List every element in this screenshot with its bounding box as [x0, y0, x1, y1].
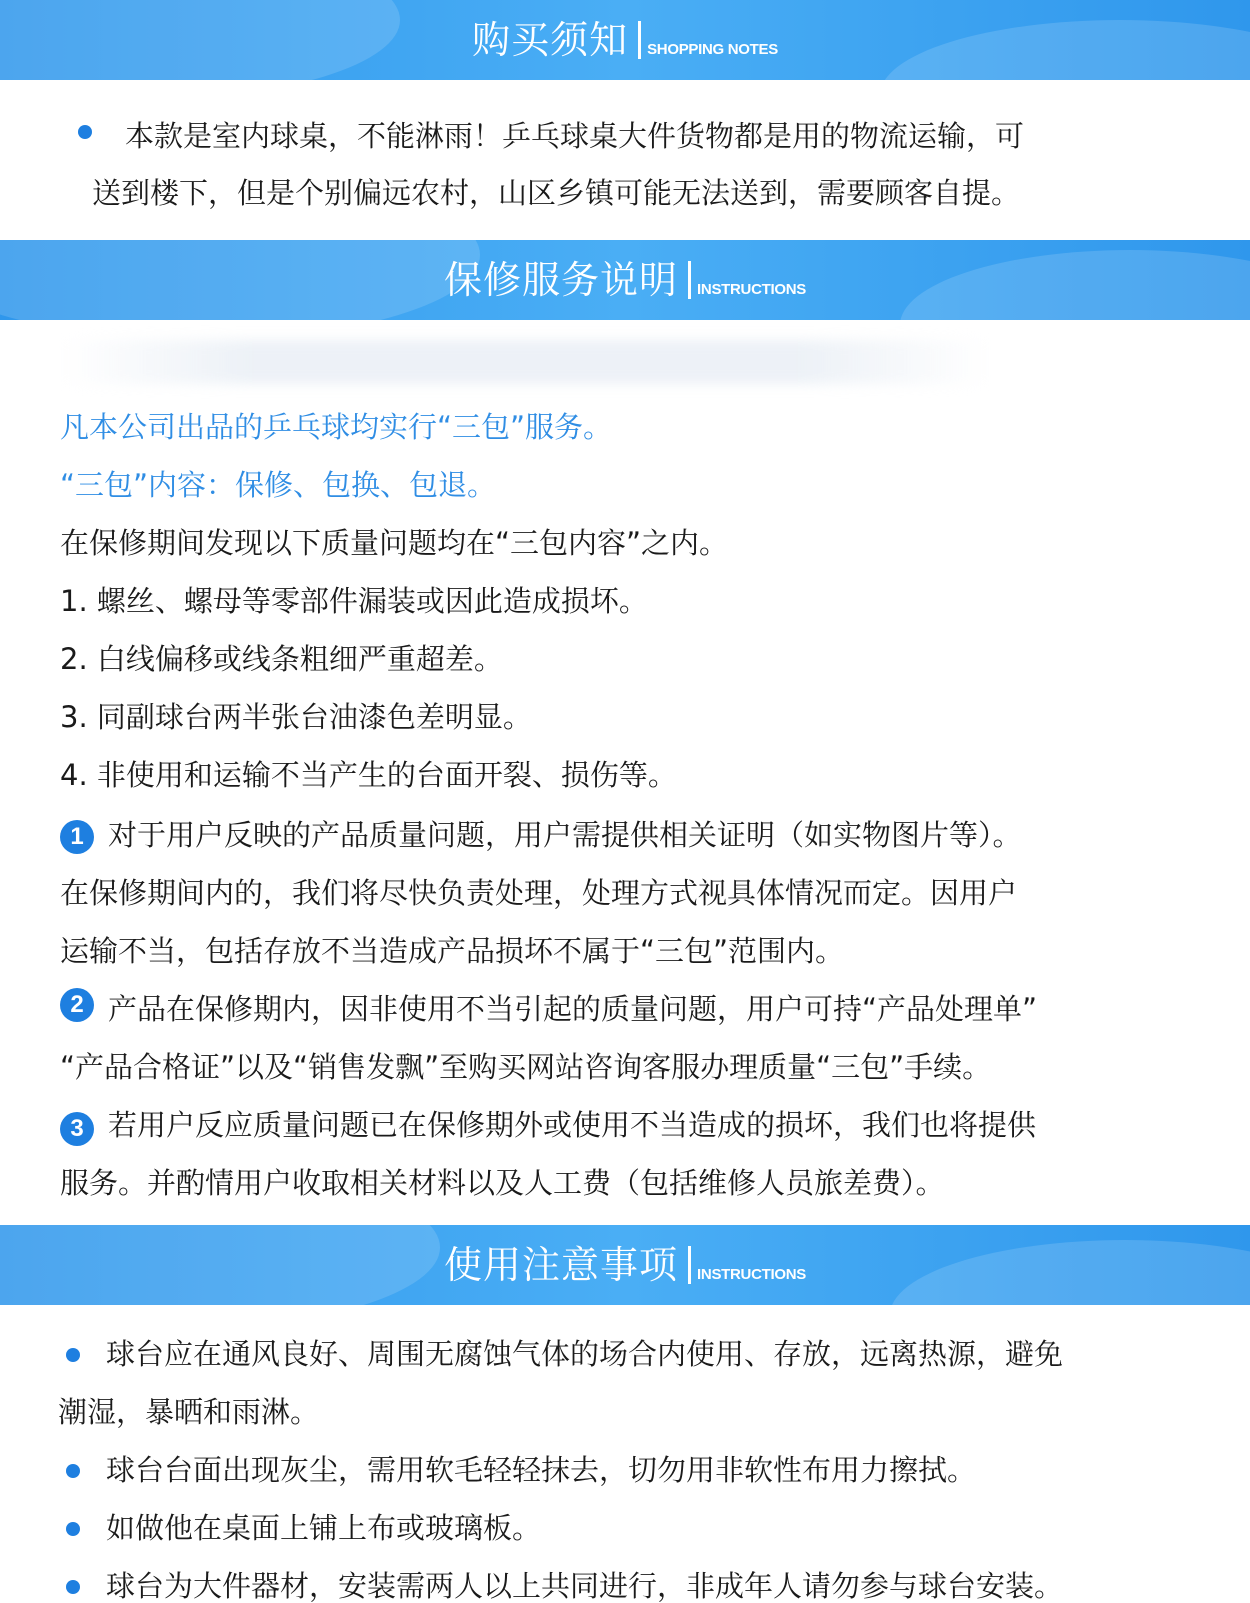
warranty-item: 1. 螺丝、螺母等零部件漏装或因此造成损坏。 — [60, 584, 648, 618]
warranty-note-line: 运输不当，包括存放不当造成产品损坏不属于“三包”范围内。 — [60, 934, 845, 968]
usage-bullet-line: 如做他在桌面上铺上布或玻璃板。 — [106, 1511, 542, 1545]
section-subtitle: INSTRUCTIONS — [697, 1266, 806, 1283]
warranty-contents: “三包”内容：保修、包换、包退。 — [60, 468, 497, 502]
warranty-scope: 在保修期间发现以下质量问题均在“三包内容”之内。 — [60, 526, 729, 560]
warranty-note-line: 产品在保修期内，因非使用不当引起的质量问题，用户可持“产品处理单” — [108, 992, 1038, 1026]
usage-bullet-line: 球台台面出现灰尘，需用软毛轻轻抹去，切勿用非软性布用力擦拭。 — [106, 1453, 977, 1487]
section-subtitle: SHOPPING NOTES — [647, 41, 778, 58]
bullet-icon — [66, 1580, 80, 1594]
warranty-note-line: 在保修期间内的，我们将尽快负责处理，处理方式视具体情况而定。因用户 — [60, 876, 1018, 910]
shopping-note-line: 送到楼下，但是个别偏远农村，山区乡镇可能无法送到，需要顾客自提。 — [92, 176, 1021, 210]
warranty-item: 3. 同副球台两半张台油漆色差明显。 — [60, 700, 532, 734]
number-badge-2-icon: 2 — [60, 988, 94, 1022]
section-subtitle: INSTRUCTIONS — [697, 281, 806, 298]
warranty-note-line: 若用户反应质量问题已在保修期外或使用不当造成的损坏，我们也将提供 — [108, 1108, 1037, 1142]
section-title: 保修服务说明 — [444, 258, 679, 302]
usage-bullet-line: 潮湿，暴晒和雨淋。 — [58, 1395, 320, 1429]
shopping-note-line: 本款是室内球桌，不能淋雨！乒乓球桌大件货物都是用的物流运输，可 — [125, 119, 1025, 153]
number-badge-3-icon: 3 — [60, 1112, 94, 1146]
warranty-item: 2. 白线偏移或线条粗细严重超差。 — [60, 642, 503, 676]
warranty-note-line: 对于用户反映的产品质量问题，用户需提供相关证明（如实物图片等）。 — [108, 818, 1022, 852]
bullet-icon — [66, 1464, 80, 1478]
section-title: 使用注意事项 — [444, 1243, 679, 1287]
bullet-icon — [66, 1348, 80, 1362]
warranty-intro: 凡本公司出品的乒乓球均实行“三包”服务。 — [60, 410, 613, 444]
section-title: 购买须知 — [472, 18, 629, 62]
usage-bullet-line: 球台应在通风良好、周围无腐蚀气体的场合内使用、存放，远离热源，避免 — [106, 1337, 1064, 1371]
warranty-note-line: 服务。并酌情用户收取相关材料以及人工费（包括维修人员旅差费）。 — [60, 1166, 945, 1200]
usage-bullet-line: 球台为大件器材，安装需两人以上共同进行，非成年人请勿参与球台安装。 — [106, 1569, 1064, 1603]
number-badge-1-icon: 1 — [60, 820, 94, 854]
warranty-note-line: “产品合格证”以及“销售发飘”至购买网站咨询客服办理质量“三包”手续。 — [60, 1050, 992, 1084]
warranty-item: 4. 非使用和运输不当产生的台面开裂、损伤等。 — [60, 758, 677, 792]
bullet-icon — [66, 1522, 80, 1536]
